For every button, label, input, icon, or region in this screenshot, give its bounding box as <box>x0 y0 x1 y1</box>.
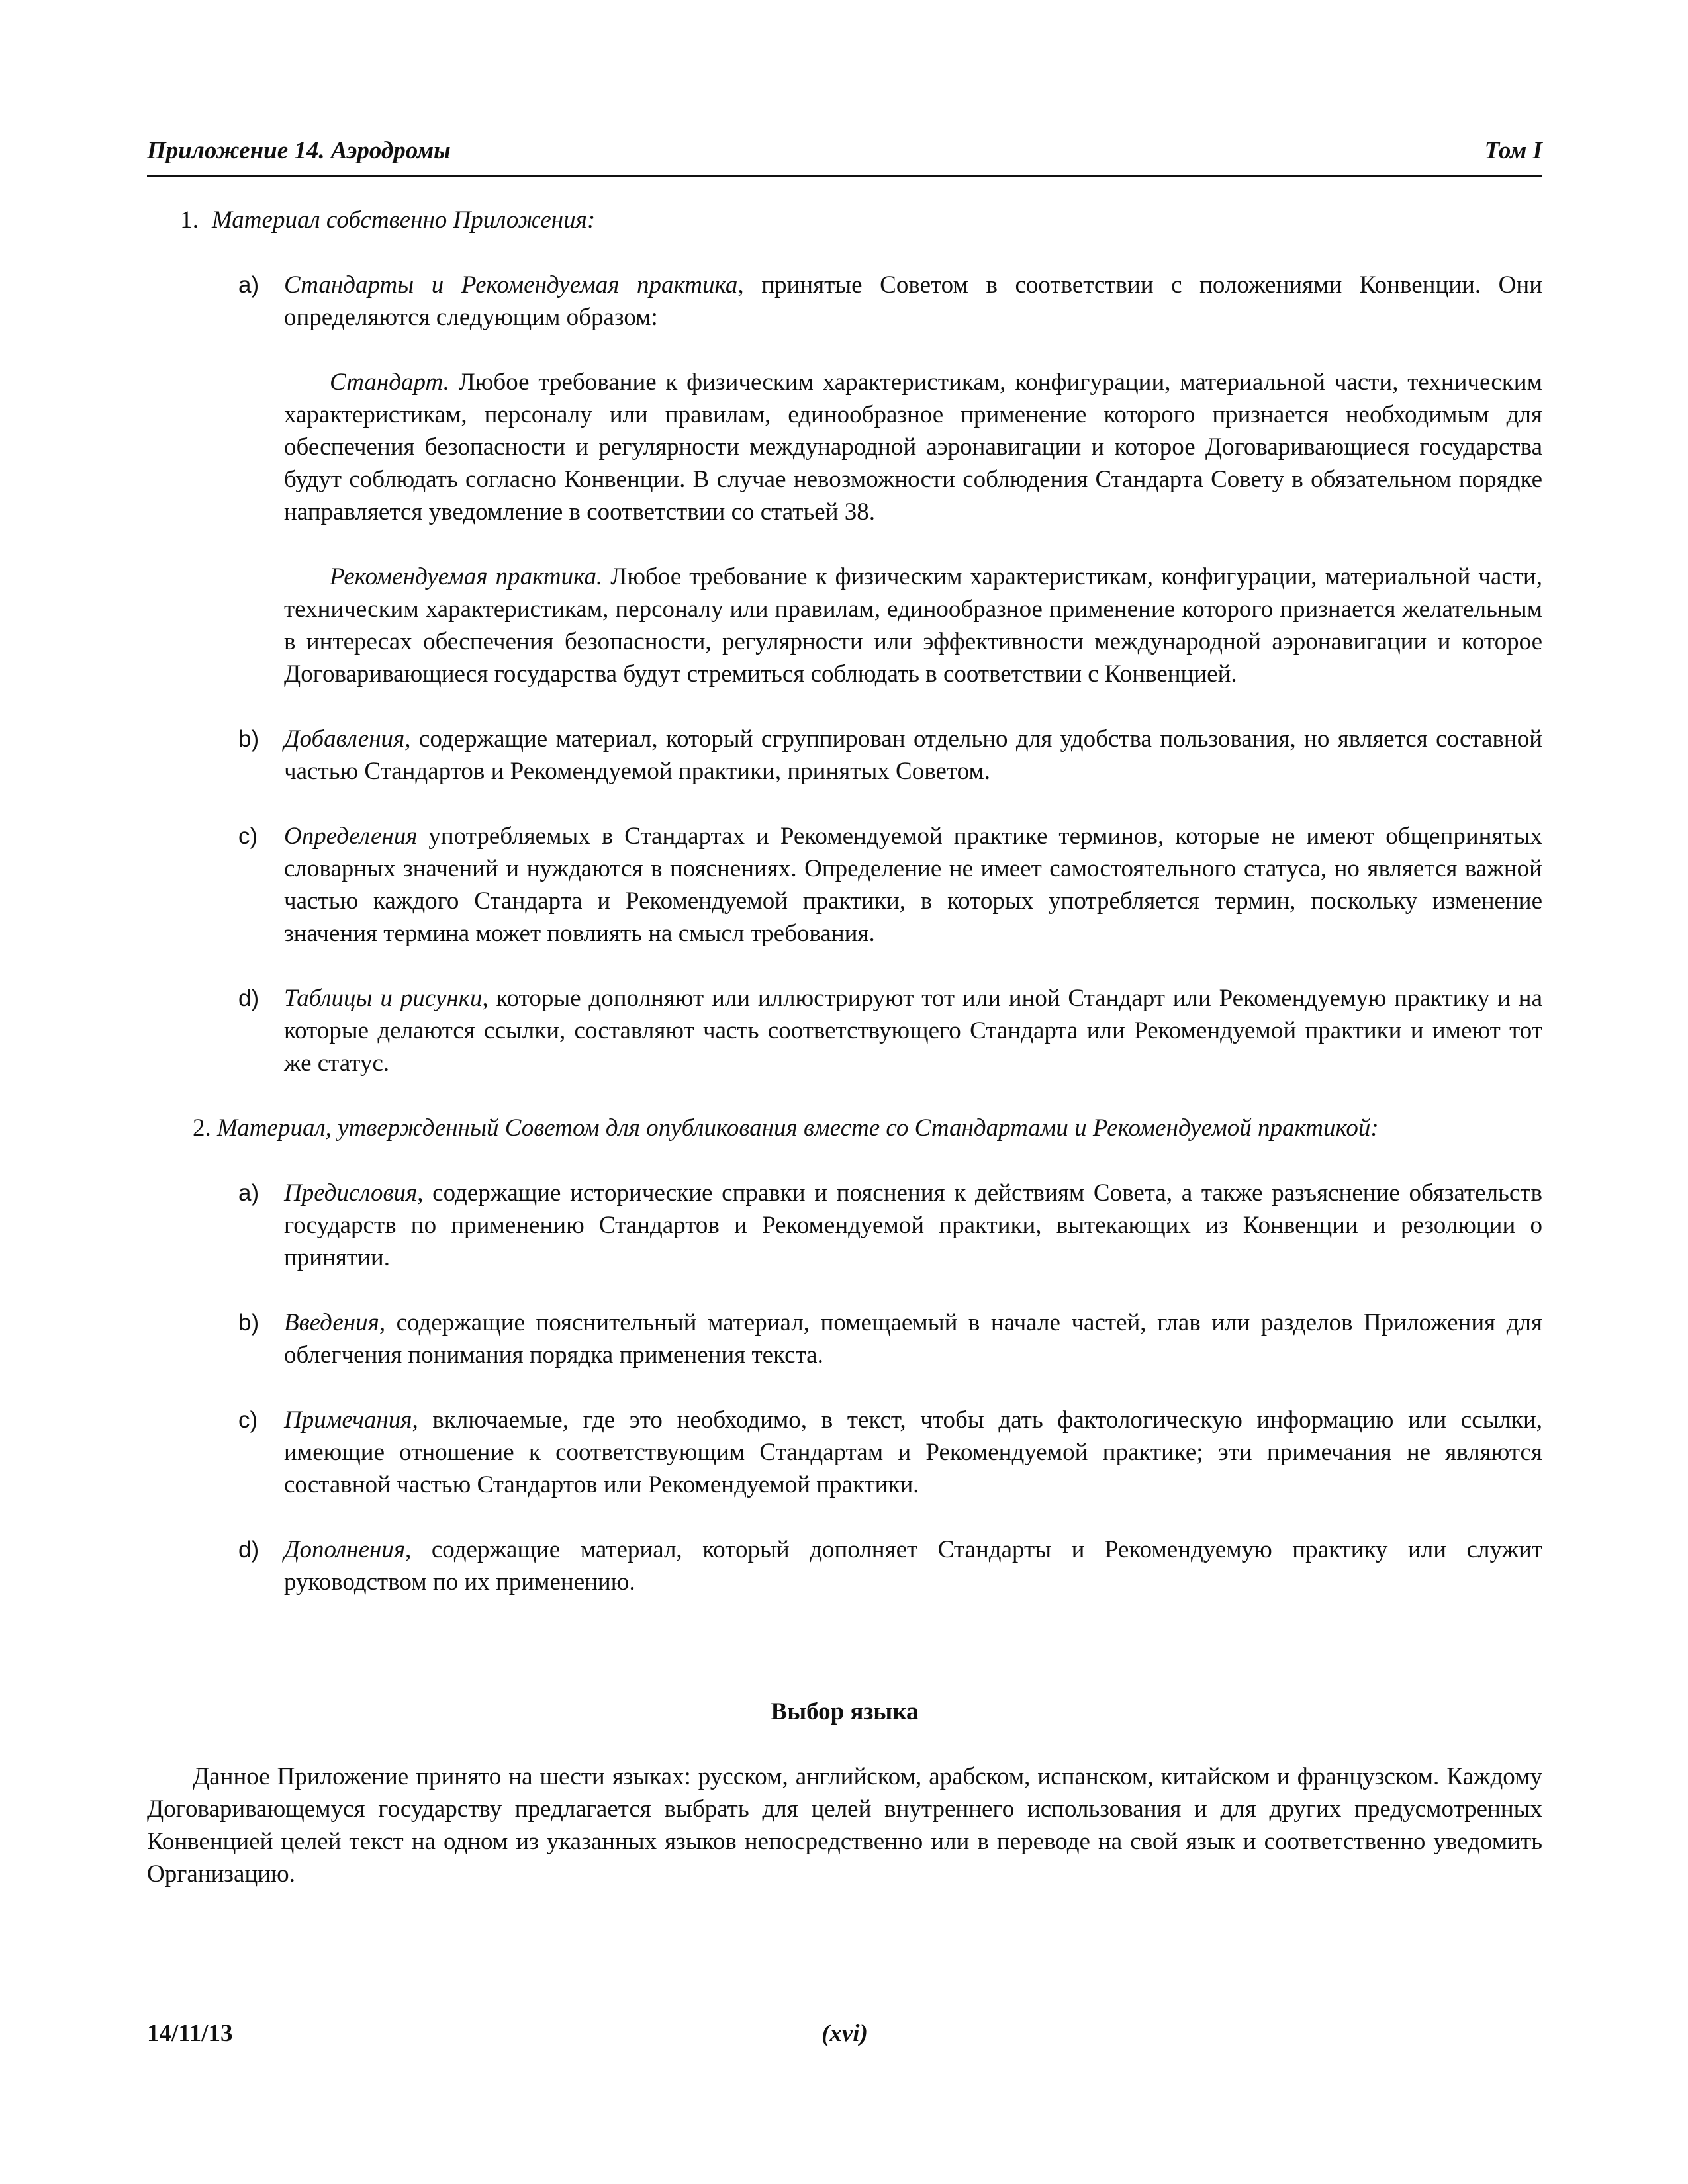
list-item-label: a) <box>238 1180 259 1206</box>
list-item-label: d) <box>238 1537 259 1563</box>
list-item-text <box>284 982 1542 1079</box>
list-item-body: употребляемых в Стандартах и Рекомендуемой практике терминов, которые не имеют общепринятых словарных значений и нуждаются в пояснениях. Определение не имеет самостоятельного статуса, но является важной частью каждого Стандарта и Рекомендуемой практики, в которых употребляется термин, поскольку изменение значения термина может повлиять на смысл требования. <box>284 823 1542 947</box>
definition-text: Любое требование к физическим характеристикам, конфигурации, материальной части, техническим характеристикам, персоналу или правилам, единообразное применение которого признается необходимым для обеспечения безопасности и регулярности международной аэронавигации и которое Договаривающиеся государства будут соблюдать согласно Конвенции. В случае невозможности соблюдения Стандарта Совету в обязательном порядке направляется уведомление в соответствии со статьей 38. <box>284 369 1542 525</box>
section-title: Материал, утвержденный Советом для опубликования вместе со Стандартами и Рекомендуемой практикой: <box>211 1115 1379 1142</box>
list-item-body: , содержащие материал, который дополняет Стандарты и Рекомендуемую практику или служит руководством по их применению. <box>284 1536 1542 1596</box>
list-item-body: , которые дополняют или иллюстрируют тот или иной Стандарт или Рекомендуемую практику и на которые делаются ссылки, составляют часть соответствующего Стандарта или Рекомендуемой практики и имеют тот же статус. <box>284 985 1542 1077</box>
definition-term: Стандарт. <box>330 369 449 396</box>
list-item-body: содержащие материал, который сгруппирован отдельно для удобства пользования, но является составной частью Стандартов и Рекомендуемой практики, принятых Советом. <box>284 725 1542 785</box>
header-volume: Том I <box>1484 137 1542 164</box>
header-annex-title: Приложение 14. Аэродромы <box>147 137 451 164</box>
list-item-text <box>284 723 1542 788</box>
definition-standard <box>284 366 1542 528</box>
list-item-body: , содержащие исторические справки и пояснения к действиям Совета, а также разъяснение обязательств государств по применению Стандартов и Рекомендуемой практики, вытекающих из Конвенции и резолюции о принятии. <box>284 1179 1542 1271</box>
list-item-term: Добавления, <box>284 725 411 752</box>
list-item-term: Стандарты и Рекомендуемая практика <box>284 271 738 298</box>
list-item-label: b) <box>238 1310 259 1336</box>
list-item <box>238 269 1542 334</box>
list-item <box>238 982 1542 1079</box>
definition-term: Рекомендуемая практика. <box>330 563 603 590</box>
list-item <box>238 723 1542 788</box>
section-number: 2. <box>193 1115 211 1142</box>
list-item <box>238 1533 1542 1598</box>
list-item <box>238 1177 1542 1274</box>
list-item-label: a) <box>238 272 259 298</box>
language-paragraph: Данное Приложение принято на шести языках: русском, английском, арабском, испанском, китайском и французском. Каждому Договаривающемуся государству предлагается выбрать для целей внутреннего использования и для других предусмотренных Конвенцией целей текст на одном из указанных языков непосредственно или в переводе на свой язык и соответственно уведомить Организацию. <box>147 1763 1542 1888</box>
list-item-label: c) <box>238 823 258 849</box>
page-header <box>147 130 1542 177</box>
section-title: Материал собственно Приложения: <box>212 206 596 234</box>
list-item-term: Примечания <box>284 1406 412 1433</box>
definition-text: Любое требование к физическим характеристикам, конфигурации, материальной части, техническим характеристикам, персоналу или правилам, единообразное применение которого признается желательным в интересах обеспечения безопасности, регулярности или эффективности международной аэронавигации и которое Договаривающиеся государства будут стремиться соблюдать в соответствии с Конвенцией. <box>284 563 1542 688</box>
list-item-label: d) <box>238 985 259 1011</box>
page-number: (xvi) <box>821 2020 868 2047</box>
list-item-body: , включаемые, где это необходимо, в текст, чтобы дать фактологическую информацию или ссылки, имеющие отношение к соответствующим Стандартам и Рекомендуемой практике; эти примечания не являются составной частью Стандартов или Рекомендуемой практики. <box>284 1406 1542 1498</box>
list-item-label: b) <box>238 726 259 752</box>
list-item-text <box>284 1177 1542 1274</box>
page-content <box>147 204 1542 1890</box>
language-heading: Выбор языка <box>771 1698 919 1725</box>
list-item <box>238 1306 1542 1371</box>
list-item-term: Таблицы и рисунки <box>284 985 483 1012</box>
list-item-text <box>284 1533 1542 1598</box>
list-item-text <box>284 269 1542 334</box>
list-item <box>238 1404 1542 1501</box>
list-item-text <box>284 820 1542 950</box>
list-item-term: Дополнения <box>284 1536 406 1563</box>
document-page <box>147 0 1542 2184</box>
list-item-body: , принятые Советом в соответствии с положениями Конвенции. Они определяются следующим образом: <box>284 271 1542 331</box>
section-2-heading <box>147 1112 1542 1144</box>
footer-date: 14/11/13 <box>147 2020 233 2047</box>
list-item-label: c) <box>238 1407 258 1433</box>
list-item-term: Определения <box>284 823 418 850</box>
list-item-term: Введения <box>284 1309 379 1336</box>
list-item-body: , содержащие пояснительный материал, помещаемый в начале частей, глав или разделов Приложения для облегчения понимания порядка применения текста. <box>284 1309 1542 1369</box>
definitions-block <box>284 366 1542 690</box>
section-1-heading <box>147 204 1542 236</box>
list-item-term: Предисловия <box>284 1179 418 1206</box>
list-item-text <box>284 1404 1542 1501</box>
section-number: 1. <box>180 206 199 234</box>
definition-recommended-practice <box>284 561 1542 690</box>
list-item <box>238 820 1542 950</box>
list-item-text <box>284 1306 1542 1371</box>
